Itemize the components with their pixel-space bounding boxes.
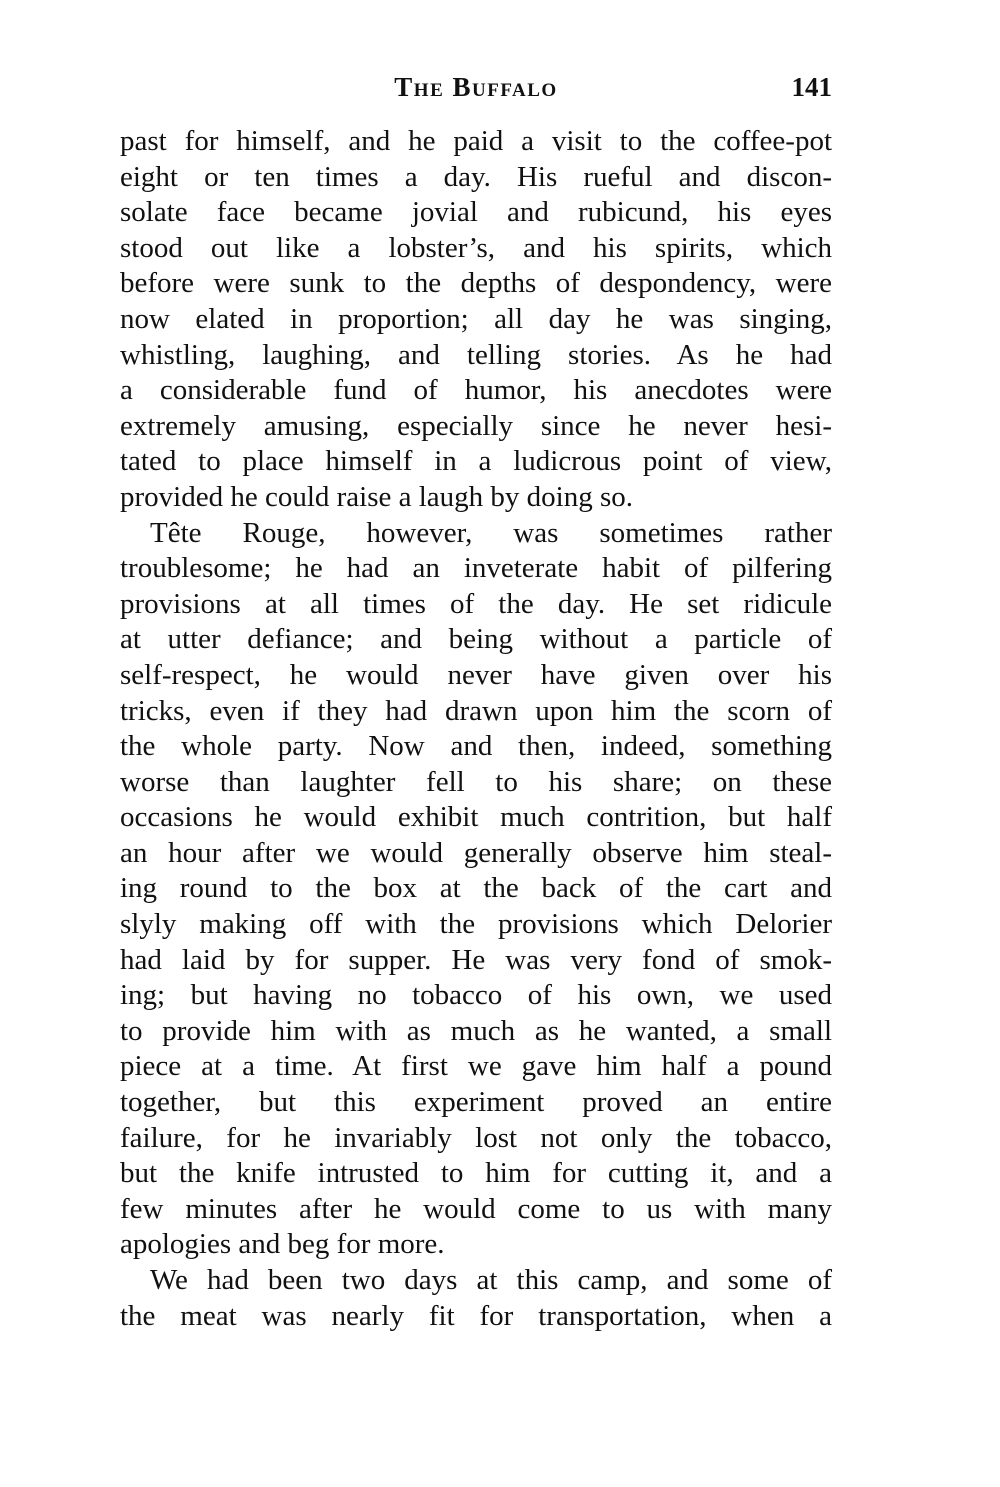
text-line: failure, for he invariably lost not only the tobacco, [120,1121,832,1154]
text-line: at utter defiance; and being without a particle of [120,623,832,656]
text-line: the meat was nearly fit for transportation, when a [120,1299,832,1332]
text-line: solate face became jovial and rubicund, his eyes [120,196,832,229]
text-line: troublesome; he had an inveterate habit of pilfering [120,552,832,585]
text-line: few minutes after he would come to us with many [120,1192,832,1225]
text-line: tricks, even if they had drawn upon him the scorn of [120,694,832,727]
text-line: worse than laughter fell to his share; on these [120,765,832,798]
text-line: but the knife intrusted to him for cutting it, and a [120,1157,832,1190]
text-line: to provide him with as much as he wanted, a small [120,1014,832,1047]
running-head [120,72,832,112]
text-line: a considerable fund of humor, his anecdotes were [120,374,832,407]
text-line: provisions at all times of the day. He set ridicule [120,587,832,620]
text-line: past for himself, and he paid a visit to the coffee-pot [120,125,832,157]
text-line: occasions he would exhibit much contrition, but half [120,801,832,834]
text-line: extremely amusing, especially since he never hesi- [120,409,832,442]
text-line: ing round to the box at the back of the cart and [120,872,832,905]
page-number: 141 [791,72,832,102]
text-line: apologies and beg for more. [120,1228,445,1261]
text-line: before were sunk to the depths of despondency, were [120,267,832,300]
text-line: piece at a time. At first we gave him half a pound [120,1050,832,1083]
text-line: now elated in proportion; all day he was singing, [120,302,832,335]
body-text [120,124,832,1334]
text-line: an hour after we would generally observe him steal- [120,836,832,869]
text-line: tated to place himself in a ludicrous point of view, [120,445,832,478]
text-line: ing; but having no tobacco of his own, we used [120,979,832,1012]
text-line: had laid by for supper. He was very fond of smok- [120,943,832,976]
text-line: eight or ten times a day. His rueful and discon- [120,160,832,193]
text-line: whistling, laughing, and telling stories. As he had [120,338,832,371]
text-line: together, but this experiment proved an entire [120,1086,832,1119]
text-line: self-respect, he would never have given over his [120,658,832,691]
text-line: the whole party. Now and then, indeed, something [120,730,832,763]
text-line: slyly making off with the provisions which Delorier [120,908,832,941]
text-line: provided he could raise a laugh by doing so. [120,480,634,513]
text-line: We had been two days at this camp, and some of [150,1264,832,1296]
running-title: The Buffalo [394,72,558,102]
text-line: stood out like a lobster’s, and his spirits, which [120,231,832,264]
text-line: Tête Rouge, however, was sometimes rather [150,516,832,549]
